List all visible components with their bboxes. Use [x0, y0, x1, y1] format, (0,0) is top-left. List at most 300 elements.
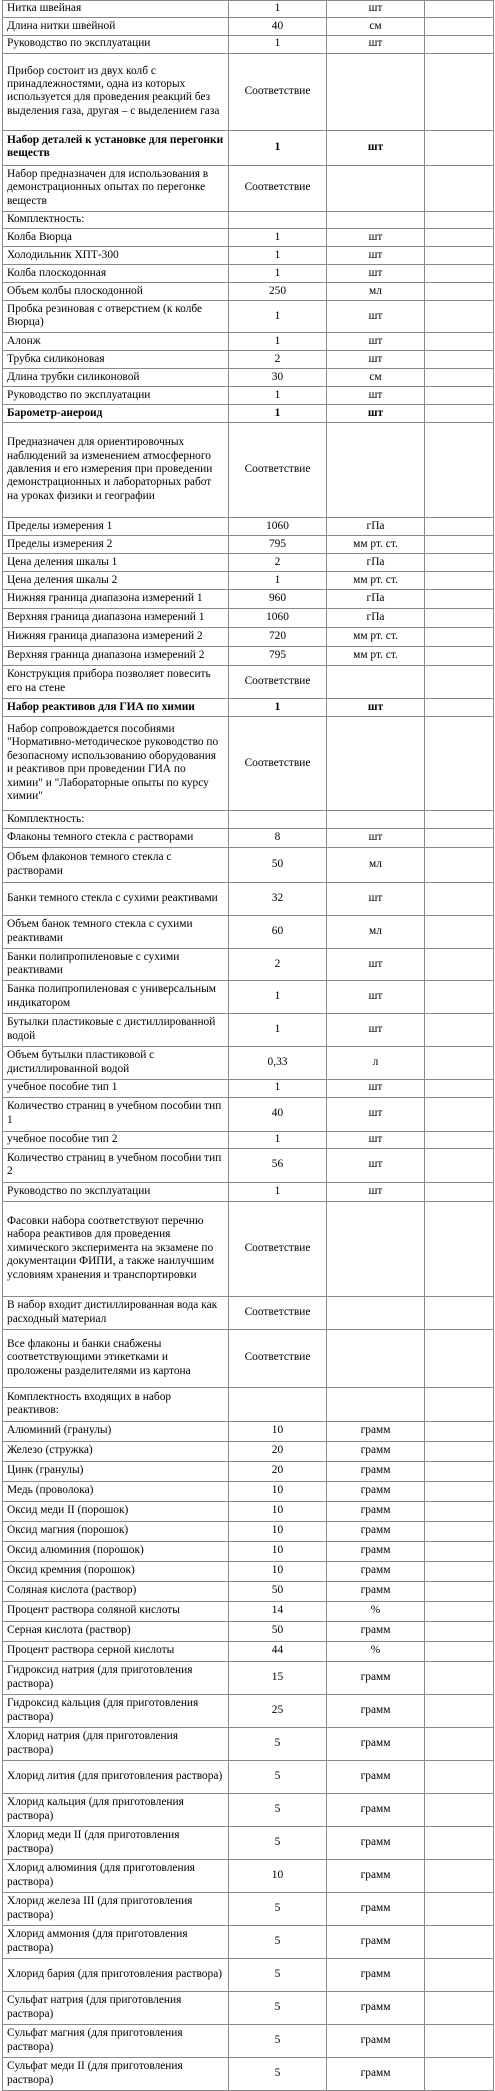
item-name-cell: Нижняя граница диапазона измерений 2	[3, 628, 229, 647]
item-value-cell: 0,33	[229, 1047, 327, 1080]
item-value-cell: 44	[229, 1642, 327, 1662]
item-name-cell: Объем банок темного стекла с сухими реактивами	[3, 916, 229, 949]
item-extra-cell	[425, 2025, 494, 2058]
item-extra-cell	[425, 211, 494, 228]
table-row	[3, 1959, 494, 1992]
item-unit-cell: грамм	[327, 1502, 425, 1522]
item-name-cell: Банки темного стекла с сухими реактивами	[3, 883, 229, 916]
item-unit-cell: шт	[327, 1014, 425, 1047]
item-extra-cell	[425, 1542, 494, 1562]
item-extra-cell	[425, 609, 494, 628]
table-row	[3, 1297, 494, 1330]
item-value-cell: 1	[229, 981, 327, 1014]
item-value-cell: Соответствие	[229, 1202, 327, 1297]
item-name-cell: Прибор состоит из двух колб с принадлежностями, одна из которых используется для проведения реакций без выделения газа, другая – с выделением газа	[3, 53, 229, 130]
item-name-cell: Комплектность входящих в набор реактивов:	[3, 1388, 229, 1422]
item-value-cell: 8	[229, 829, 327, 848]
table-row	[3, 165, 494, 211]
item-extra-cell	[425, 333, 494, 351]
item-unit-cell: шт	[327, 333, 425, 351]
item-extra-cell	[425, 1502, 494, 1522]
table-row	[3, 1695, 494, 1728]
item-extra-cell	[425, 369, 494, 387]
item-value-cell: 10	[229, 1860, 327, 1893]
table-row	[3, 283, 494, 301]
table-row	[3, 1462, 494, 1482]
item-name-cell: Комплектность:	[3, 811, 229, 829]
item-name-cell: Барометр-анероид	[3, 405, 229, 423]
item-unit-cell: %	[327, 1642, 425, 1662]
item-extra-cell	[425, 1893, 494, 1926]
item-name-cell: Оксид меди II (порошок)	[3, 1502, 229, 1522]
table-row	[3, 2058, 494, 2091]
item-extra-cell	[425, 1562, 494, 1582]
item-name-cell: Пробка резиновая с отверстием (к колбе Вюрца)	[3, 301, 229, 333]
item-extra-cell	[425, 1297, 494, 1330]
table-row	[3, 572, 494, 590]
item-unit-cell: грамм	[327, 2025, 425, 2058]
item-value-cell: Соответствие	[229, 717, 327, 811]
item-unit-cell: грамм	[327, 1926, 425, 1959]
item-unit-cell: шт	[327, 1097, 425, 1131]
item-extra-cell	[425, 283, 494, 301]
item-name-cell: Хлорид натрия (для приготовления раствора)	[3, 1728, 229, 1761]
item-name-cell: Объем бутылки пластиковой с дистиллированной водой	[3, 1047, 229, 1080]
item-value-cell: 14	[229, 1602, 327, 1622]
table-row	[3, 351, 494, 369]
item-name-cell: Цена деления шкалы 1	[3, 554, 229, 572]
item-value-cell: 1	[229, 36, 327, 53]
item-extra-cell	[425, 666, 494, 699]
item-value-cell: 2	[229, 949, 327, 981]
item-extra-cell	[425, 916, 494, 949]
table-row	[3, 949, 494, 981]
item-extra-cell	[425, 387, 494, 405]
item-unit-cell: мм рт. ст.	[327, 628, 425, 647]
table-row	[3, 1602, 494, 1622]
item-value-cell: 20	[229, 1442, 327, 1462]
item-name-cell: Набор деталей к установке для перегонки веществ	[3, 130, 229, 165]
table-row	[3, 1562, 494, 1582]
item-unit-cell: шт	[327, 405, 425, 423]
table-row	[3, 1330, 494, 1388]
item-extra-cell	[425, 647, 494, 666]
item-value-cell: 10	[229, 1522, 327, 1542]
item-unit-cell: гПа	[327, 518, 425, 536]
table-row	[3, 1080, 494, 1097]
item-extra-cell	[425, 1728, 494, 1761]
item-name-cell: Сульфат магния (для приготовления раствора)	[3, 2025, 229, 2058]
item-value-cell: 60	[229, 916, 327, 949]
table-row	[3, 36, 494, 53]
item-value-cell: 40	[229, 18, 327, 36]
table-row	[3, 130, 494, 165]
item-extra-cell	[425, 1794, 494, 1827]
item-extra-cell	[425, 1662, 494, 1695]
item-extra-cell	[425, 1462, 494, 1482]
item-value-cell: 720	[229, 628, 327, 647]
item-unit-cell	[327, 423, 425, 518]
item-unit-cell: мм рт. ст.	[327, 572, 425, 590]
item-name-cell: Набор реактивов для ГИА по химии	[3, 699, 229, 717]
item-name-cell: Хлорид кальция (для приготовления раствора)	[3, 1794, 229, 1827]
item-unit-cell: шт	[327, 229, 425, 247]
item-name-cell: Руководство по эксплуатации	[3, 387, 229, 405]
item-unit-cell	[327, 717, 425, 811]
item-extra-cell	[425, 247, 494, 265]
item-name-cell: Хлорид аммония (для приготовления раствора)	[3, 1926, 229, 1959]
item-extra-cell	[425, 717, 494, 811]
item-name-cell: Руководство по эксплуатации	[3, 36, 229, 53]
item-unit-cell: шт	[327, 301, 425, 333]
item-extra-cell	[425, 1827, 494, 1860]
table-row	[3, 554, 494, 572]
table-row	[3, 609, 494, 628]
table-row	[3, 1, 494, 18]
item-value-cell: 10	[229, 1482, 327, 1502]
table-row	[3, 1522, 494, 1542]
item-name-cell: Медь (проволока)	[3, 1482, 229, 1502]
table-row	[3, 1642, 494, 1662]
item-value-cell: 2	[229, 554, 327, 572]
item-unit-cell: гПа	[327, 590, 425, 609]
item-extra-cell	[425, 811, 494, 829]
item-name-cell: Оксид кремния (порошок)	[3, 1562, 229, 1582]
item-unit-cell: мл	[327, 283, 425, 301]
item-value-cell: 5	[229, 2058, 327, 2091]
item-name-cell: Колба Вюрца	[3, 229, 229, 247]
item-value-cell: 15	[229, 1662, 327, 1695]
item-unit-cell: шт	[327, 1131, 425, 1148]
item-extra-cell	[425, 518, 494, 536]
item-name-cell: Набор предназначен для использования в демонстрационных опытах по перегонке веществ	[3, 165, 229, 211]
table-row	[3, 1926, 494, 1959]
item-unit-cell	[327, 666, 425, 699]
item-unit-cell: шт	[327, 130, 425, 165]
item-unit-cell: грамм	[327, 1794, 425, 1827]
item-extra-cell	[425, 130, 494, 165]
table-row	[3, 211, 494, 228]
item-name-cell: Длина трубки силиконовой	[3, 369, 229, 387]
item-value-cell: 30	[229, 369, 327, 387]
table-row	[3, 829, 494, 848]
item-name-cell: Количество страниц в учебном пособии тип 2	[3, 1149, 229, 1183]
item-value-cell: 10	[229, 1502, 327, 1522]
item-value-cell: 1	[229, 229, 327, 247]
item-unit-cell	[327, 1202, 425, 1297]
item-name-cell: учебное пособие тип 1	[3, 1080, 229, 1097]
item-name-cell: Банки полипропиленовые с сухими реактивами	[3, 949, 229, 981]
item-value-cell: 960	[229, 590, 327, 609]
item-name-cell: Хлорид железа III (для приготовления раствора)	[3, 1893, 229, 1926]
item-name-cell: Флаконы темного стекла с растворами	[3, 829, 229, 848]
item-extra-cell	[425, 1695, 494, 1728]
item-unit-cell: грамм	[327, 1542, 425, 1562]
item-name-cell: Пределы измерения 1	[3, 518, 229, 536]
table-row	[3, 628, 494, 647]
item-value-cell: 1	[229, 699, 327, 717]
table-row	[3, 590, 494, 609]
item-unit-cell	[327, 1330, 425, 1388]
table-row	[3, 369, 494, 387]
table-row	[3, 1761, 494, 1794]
item-name-cell: Длина нитки швейной	[3, 18, 229, 36]
item-name-cell: Сульфат меди II (для приготовления раствора)	[3, 2058, 229, 2091]
table-row	[3, 247, 494, 265]
item-extra-cell	[425, 2058, 494, 2091]
item-name-cell: Колба плоскодонная	[3, 265, 229, 283]
table-row	[3, 1662, 494, 1695]
item-extra-cell	[425, 265, 494, 283]
item-unit-cell: гПа	[327, 554, 425, 572]
item-value-cell: Соответствие	[229, 165, 327, 211]
item-name-cell: Алонж	[3, 333, 229, 351]
table-row	[3, 333, 494, 351]
item-name-cell: В набор входит дистиллированная вода как расходный материал	[3, 1297, 229, 1330]
item-value-cell: Соответствие	[229, 1297, 327, 1330]
item-extra-cell	[425, 572, 494, 590]
item-unit-cell: грамм	[327, 1893, 425, 1926]
item-name-cell: Руководство по эксплуатации	[3, 1183, 229, 1202]
item-unit-cell: грамм	[327, 2058, 425, 2091]
item-value-cell: 10	[229, 1542, 327, 1562]
item-value-cell: Соответствие	[229, 666, 327, 699]
item-extra-cell	[425, 1522, 494, 1542]
table-row	[3, 1582, 494, 1602]
item-name-cell: Оксид магния (порошок)	[3, 1522, 229, 1542]
item-extra-cell	[425, 1959, 494, 1992]
item-value-cell: Соответствие	[229, 1330, 327, 1388]
item-value-cell: 795	[229, 536, 327, 554]
item-extra-cell	[425, 1131, 494, 1148]
item-unit-cell: см	[327, 369, 425, 387]
item-name-cell: Пределы измерения 2	[3, 536, 229, 554]
item-value-cell: 1	[229, 333, 327, 351]
item-unit-cell	[327, 53, 425, 130]
item-value-cell: 5	[229, 1992, 327, 2025]
item-name-cell: Хлорид алюминия (для приготовления раствора)	[3, 1860, 229, 1893]
item-value-cell: 250	[229, 283, 327, 301]
item-unit-cell: мм рт. ст.	[327, 536, 425, 554]
table-row	[3, 666, 494, 699]
item-unit-cell: грамм	[327, 1442, 425, 1462]
table-row	[3, 423, 494, 518]
table-row	[3, 1542, 494, 1562]
item-value-cell: 795	[229, 647, 327, 666]
item-unit-cell: шт	[327, 1183, 425, 1202]
item-value-cell: 5	[229, 1959, 327, 1992]
item-unit-cell: грамм	[327, 1959, 425, 1992]
item-unit-cell: грамм	[327, 1695, 425, 1728]
item-extra-cell	[425, 1330, 494, 1388]
table-row	[3, 916, 494, 949]
item-value-cell: 1060	[229, 518, 327, 536]
item-extra-cell	[425, 53, 494, 130]
item-name-cell: Серная кислота (раствор)	[3, 1622, 229, 1642]
item-extra-cell	[425, 1992, 494, 2025]
item-name-cell: Фасовки набора соответствуют перечню набора реактивов для проведения химического эксперимента на экзамене по документации ФИПИ, а также наилучшим условиям хранения и транспортировки	[3, 1202, 229, 1297]
item-extra-cell	[425, 423, 494, 518]
item-value-cell: 1	[229, 130, 327, 165]
item-extra-cell	[425, 1202, 494, 1297]
item-unit-cell: шт	[327, 387, 425, 405]
item-value-cell: 1	[229, 405, 327, 423]
item-unit-cell: шт	[327, 699, 425, 717]
item-name-cell: Холодильник ХПТ-300	[3, 247, 229, 265]
item-value-cell: 5	[229, 1827, 327, 1860]
item-extra-cell	[425, 848, 494, 883]
item-value-cell: 5	[229, 2025, 327, 2058]
table-row	[3, 18, 494, 36]
table-row	[3, 1860, 494, 1893]
table-row	[3, 811, 494, 829]
item-value-cell: 50	[229, 848, 327, 883]
item-value-cell: 56	[229, 1149, 327, 1183]
item-unit-cell: л	[327, 1047, 425, 1080]
table-row	[3, 1794, 494, 1827]
table-row	[3, 981, 494, 1014]
item-value-cell: 1	[229, 265, 327, 283]
item-value-cell: Соответствие	[229, 423, 327, 518]
table-row	[3, 1422, 494, 1442]
item-extra-cell	[425, 1442, 494, 1462]
item-name-cell: Алюминий (гранулы)	[3, 1422, 229, 1442]
item-name-cell: Хлорид меди II (для приготовления раствора)	[3, 1827, 229, 1860]
item-extra-cell	[425, 1482, 494, 1502]
table-row	[3, 518, 494, 536]
specification-table	[2, 0, 494, 2091]
item-extra-cell	[425, 1388, 494, 1422]
item-value-cell: 5	[229, 1728, 327, 1761]
item-extra-cell	[425, 981, 494, 1014]
table-row	[3, 717, 494, 811]
item-extra-cell	[425, 1183, 494, 1202]
item-unit-cell: шт	[327, 36, 425, 53]
item-extra-cell	[425, 1642, 494, 1662]
table-row	[3, 405, 494, 423]
item-name-cell: Объем флаконов темного стекла с растворами	[3, 848, 229, 883]
table-row	[3, 301, 494, 333]
item-name-cell: Верхняя граница диапазона измерений 1	[3, 609, 229, 628]
item-extra-cell	[425, 1422, 494, 1442]
item-name-cell: Банка полипропиленовая с универсальным индикатором	[3, 981, 229, 1014]
item-unit-cell: %	[327, 1602, 425, 1622]
table-row	[3, 1893, 494, 1926]
item-unit-cell: грамм	[327, 1582, 425, 1602]
item-extra-cell	[425, 829, 494, 848]
item-value-cell: 1	[229, 1014, 327, 1047]
item-unit-cell	[327, 811, 425, 829]
item-name-cell: Верхняя граница диапазона измерений 2	[3, 647, 229, 666]
item-extra-cell	[425, 883, 494, 916]
item-value-cell: 1	[229, 1, 327, 18]
item-extra-cell	[425, 1080, 494, 1097]
item-value-cell	[229, 811, 327, 829]
item-unit-cell: шт	[327, 351, 425, 369]
item-value-cell: 1	[229, 1080, 327, 1097]
item-unit-cell: мл	[327, 916, 425, 949]
item-name-cell: Цена деления шкалы 2	[3, 572, 229, 590]
item-unit-cell: грамм	[327, 1622, 425, 1642]
item-unit-cell: шт	[327, 1, 425, 18]
item-unit-cell: грамм	[327, 1761, 425, 1794]
item-extra-cell	[425, 1622, 494, 1642]
item-value-cell	[229, 211, 327, 228]
table-row	[3, 229, 494, 247]
item-extra-cell	[425, 18, 494, 36]
item-unit-cell: мл	[327, 848, 425, 883]
table-row	[3, 1131, 494, 1148]
item-value-cell: 5	[229, 1794, 327, 1827]
item-value-cell: 1	[229, 572, 327, 590]
table-row	[3, 2025, 494, 2058]
table-row	[3, 848, 494, 883]
item-name-cell: Набор сопровождается пособиями "Нормативно-методическое руководство по безопасному использованию оборудования и реактивов при проведении ГИА по химии" и "Лабораторные опыты по курсу химии"	[3, 717, 229, 811]
table-row	[3, 1202, 494, 1297]
item-name-cell: Объем колбы плоскодонной	[3, 283, 229, 301]
item-extra-cell	[425, 1097, 494, 1131]
item-unit-cell: грамм	[327, 1662, 425, 1695]
item-extra-cell	[425, 1149, 494, 1183]
item-name-cell: Количество страниц в учебном пособии тип 1	[3, 1097, 229, 1131]
item-name-cell: Трубка силиконовая	[3, 351, 229, 369]
item-unit-cell: см	[327, 18, 425, 36]
table-row	[3, 1728, 494, 1761]
item-value-cell: 5	[229, 1761, 327, 1794]
item-extra-cell	[425, 554, 494, 572]
item-extra-cell	[425, 1926, 494, 1959]
table-row	[3, 1482, 494, 1502]
table-row	[3, 699, 494, 717]
item-extra-cell	[425, 36, 494, 53]
item-value-cell: 50	[229, 1582, 327, 1602]
item-value-cell: 1060	[229, 609, 327, 628]
item-name-cell: Железо (стружка)	[3, 1442, 229, 1462]
table-row	[3, 1622, 494, 1642]
item-value-cell: 1	[229, 1183, 327, 1202]
item-value-cell: 10	[229, 1562, 327, 1582]
item-name-cell: Гидроксид кальция (для приготовления раствора)	[3, 1695, 229, 1728]
item-name-cell: Все флаконы и банки снабжены соответствующими этикетками и проложены разделителями из картона	[3, 1330, 229, 1388]
item-unit-cell: шт	[327, 949, 425, 981]
item-value-cell: 25	[229, 1695, 327, 1728]
item-name-cell: Бутылки пластиковые с дистиллированной водой	[3, 1014, 229, 1047]
item-extra-cell	[425, 229, 494, 247]
item-extra-cell	[425, 949, 494, 981]
item-extra-cell	[425, 1047, 494, 1080]
item-unit-cell: грамм	[327, 1728, 425, 1761]
table-row	[3, 53, 494, 130]
item-name-cell: Предназначен для ориентировочных наблюдений за изменением атмосферного давления и его измерения при проведении демонстрационных и лабораторных работ на уроках физики и географии	[3, 423, 229, 518]
item-value-cell: 10	[229, 1422, 327, 1442]
item-name-cell: Нитка швейная	[3, 1, 229, 18]
item-unit-cell: шт	[327, 981, 425, 1014]
table-row	[3, 1149, 494, 1183]
table-row	[3, 1992, 494, 2025]
item-unit-cell: грамм	[327, 1522, 425, 1542]
item-value-cell: Соответствие	[229, 53, 327, 130]
item-unit-cell: мм рт. ст.	[327, 647, 425, 666]
item-name-cell: Хлорид бария (для приготовления раствора)	[3, 1959, 229, 1992]
item-unit-cell	[327, 1388, 425, 1422]
item-unit-cell: грамм	[327, 1562, 425, 1582]
table-row	[3, 265, 494, 283]
table-row	[3, 647, 494, 666]
item-unit-cell: грамм	[327, 1992, 425, 2025]
item-unit-cell: шт	[327, 883, 425, 916]
item-name-cell: учебное пособие тип 2	[3, 1131, 229, 1148]
item-extra-cell	[425, 405, 494, 423]
